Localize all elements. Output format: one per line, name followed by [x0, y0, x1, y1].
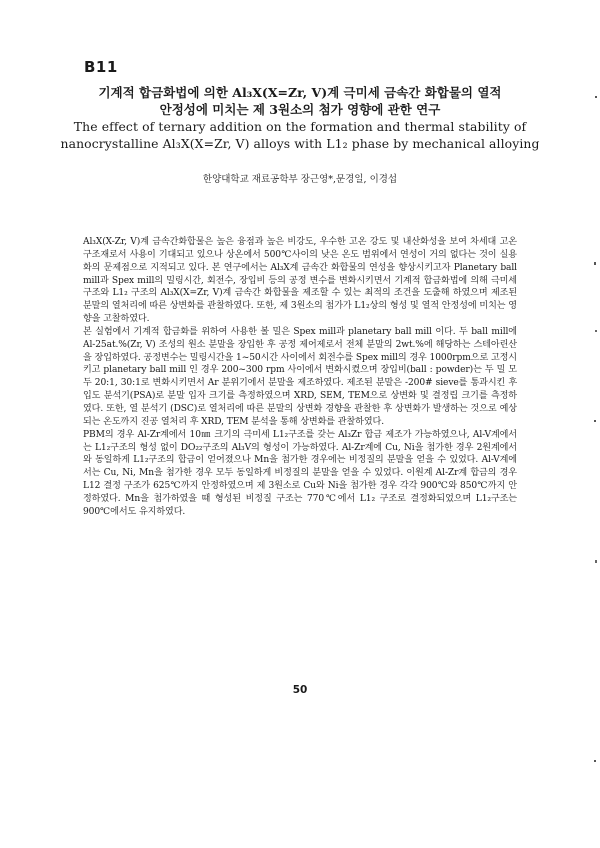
english-title-line-1: The effect of ternary addition on the formation and thermal stability of	[73, 119, 527, 134]
title-block	[60, 84, 540, 152]
paragraph-introduction: Al₃X(X-Zr, V)계 금속간화합물은 높은 융점과 높은 비강도, 우수한 고온 강도 및 내산화성을 보여 차세대 고온 구조재로서 사용이 기대되고 있으나 상온에서 500℃사이의 낮은 온도 범위에서 연성이 거의 없다는 것이 실용화의 문제점으로 지적되고 있다. 본 연구에서는 Al₃X계 금속간 화합물의 연성을 향상시키고자 Planetary ball mill과 Spex mill의 밀링시간, 회전수, 장입비 등의 공정 변수를 변화시키면서 기계적 합금화법에 의해 극미세 구조와 L1₂ 구조의 Al₃X(X=Zr, V)계 금속간 화합물을 제조할 수 있는 최적의 조건을 도출해 하였으며 제조된 분말의 열처리에 따른 상변화를 관찰하였다. 또한, 제 3원소의 첨가가 L1₂상의 형성 및 열적 안정성에 미치는 영향을 고찰하였다.	[83, 237, 517, 325]
author-affiliation: 한양대학교 재료공학부 장근영*,문경일, 이경섭	[202, 174, 398, 185]
korean-title-line-2: 안정성에 미치는 제 3원소의 첨가 영향에 관한 연구	[159, 102, 441, 117]
paragraph-results: PBM의 경우 Al-Zr계에서 10㎚ 크기의 극미세 L1₂구조를 갖는 Al₃Zr 합금 제조가 가능하였으나, Al-V계에서는 L1₂구조의 형성 없이 DO₂₂구조의 Al₃V의 형성이 가능하였다. Al-Zr계에 Cu, Ni을 첨가한 경우 2원계에서와 동일하게 L1₂구조의 합금이 얻어졌으나 Mn을 첨가한 경우에는 비정질의 분말을 얻을 수 있었다. Al-V계에서는 Cu, Ni, Mn을 첨가한 경우 모두 동일하게 비정질의 분말을 얻을 수 있었다. 이원계 Al-Zr계 합금의 경우 L12 결정 구조가 625℃까지 안정하였으며 제 3원소로 Cu와 Ni을 첨가한 경우 각각 900℃와 850℃까지 안정하였다. Mn을 첨가하였을 때 형성된 비정질 구조는 770℃에서 L1₂ 구조로 결정화되었으며 L1₂구조는 900℃에서도 유지하였다.	[83, 429, 517, 517]
page-number: 50	[292, 684, 308, 696]
scan-edge-specks	[586, 0, 600, 848]
abstract-code: B11	[84, 58, 118, 76]
paragraph-methods: 본 실험에서 기계적 합금화를 위하여 사용한 볼 밀은 Spex mill과 planetary ball mill 이다. 두 ball mill에 Al-25at.%(Zr, V) 조성의 원소 분말을 장입한 후 공정 제어제로서 전체 분말의 2wt.%에 해당하는 스테아린산을 장입하였다. 공정변수는 밀링시간을 1~50시간 사이에서 회전수를 Spex mill의 경우 1000rpm으로 고정시키고 planetary ball mill 인 경우 200~300 rpm 사이에서 변화시켰으며 장입비(ball : powder)는 두 밀 모두 20:1, 30:1로 변화시키면서 Ar 분위기에서 분말을 제조하였다. 제조된 분말은 -200# sieve를 통과시킨 후 입도 분석기(PSA)로 분말 입자 크기를 측정하였으며 XRD, SEM, TEM으로 상변화 및 결정립 크기를 측정하였다. 또한, 열 분석기 (DSC)로 열처리에 따른 분말의 상변화 경향을 관찰한 후 상변화가 발생하는 것으로 예상되는 온도까지 진공 열처리 후 XRD, TEM 분석을 통해 상변화를 관찰하였다.	[83, 326, 517, 427]
english-title-line-2: nanocrystalline Al₃X(X=Zr, V) alloys with L1₂ phase by mechanical alloying	[60, 136, 540, 151]
abstract-body	[83, 236, 517, 519]
korean-title-line-1: 기계적 합금화법에 의한 Al₃X(X=Zr, V)계 극미세 금속간 화합물의 열적	[98, 85, 502, 100]
